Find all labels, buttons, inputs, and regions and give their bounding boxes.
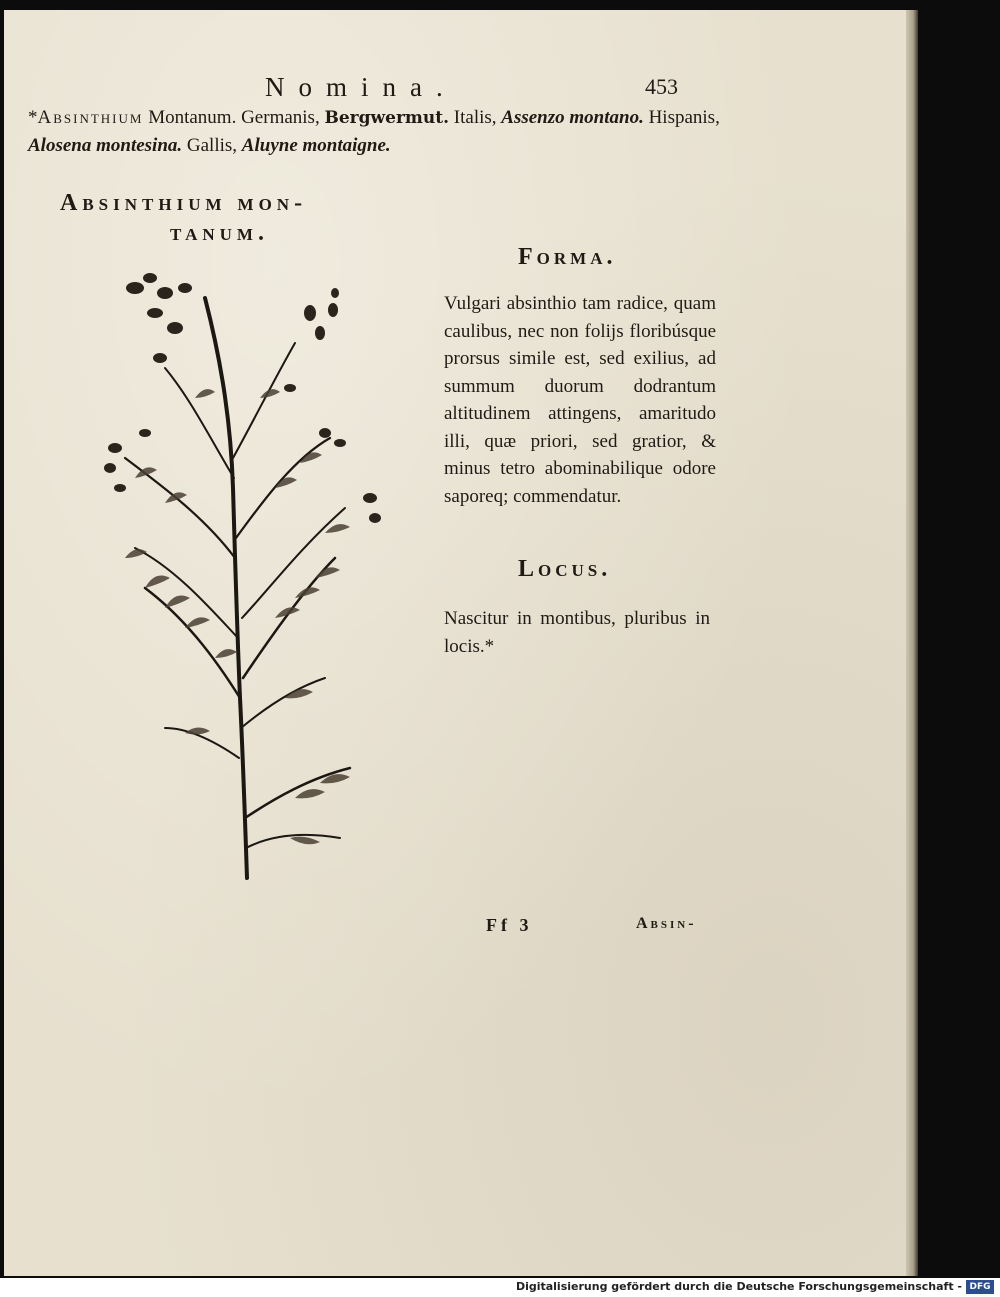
names-text-3: Hispanis, [643, 107, 720, 128]
spanish-name: Alosena montesina. [28, 135, 183, 156]
forma-paragraph: Vulgari absinthio tam radice, quam caulibus, nec non folijs floribúsque prorsus simile est, sed exilius, ad summum duorum dodrantum altitudinem attingens, amaritudo illi, quæ priori, sed gratior, & minus tetro abominabilique odore saporeq; commendatur. [444, 293, 716, 507]
forma-heading: Forma. [518, 244, 617, 270]
signature-mark: Ff 3 [486, 915, 533, 935]
page-edge [906, 10, 918, 1276]
italian-name: Assenzo montano. [501, 107, 644, 128]
plant-names-paragraph [28, 104, 728, 159]
names-text-4: Gallis, [182, 135, 242, 156]
asterisk-mark: * [28, 107, 38, 128]
plant-title-line-1: Absinthium mon- [60, 190, 308, 216]
plant-title-line-2: tanum. [170, 220, 269, 246]
catchword: Absin- [636, 915, 697, 932]
names-text-1: Montanum. Germanis, [143, 107, 325, 128]
dfg-credit-text: Digitalisierung gefördert durch die Deutsche Forschungsgemeinschaft - [515, 1280, 962, 1293]
page-number: 453 [645, 74, 678, 99]
plant-title [60, 188, 307, 248]
german-name: Bergwermut. [324, 108, 450, 128]
locus-heading: Locus. [518, 556, 612, 582]
names-text-2: Italis, [449, 107, 502, 128]
wormwood-plant-woodcut-icon [95, 258, 395, 883]
dfg-footer-bar [0, 1278, 1000, 1297]
french-name: Aluyne montaigne. [241, 135, 391, 156]
running-head: Nomina. [265, 72, 457, 102]
locus-paragraph: Nascitur in montibus, pluribus in locis.* [444, 608, 710, 657]
plant-name-caps: Absinthium [37, 107, 144, 128]
dfg-logo[interactable]: DFG [966, 1280, 994, 1294]
